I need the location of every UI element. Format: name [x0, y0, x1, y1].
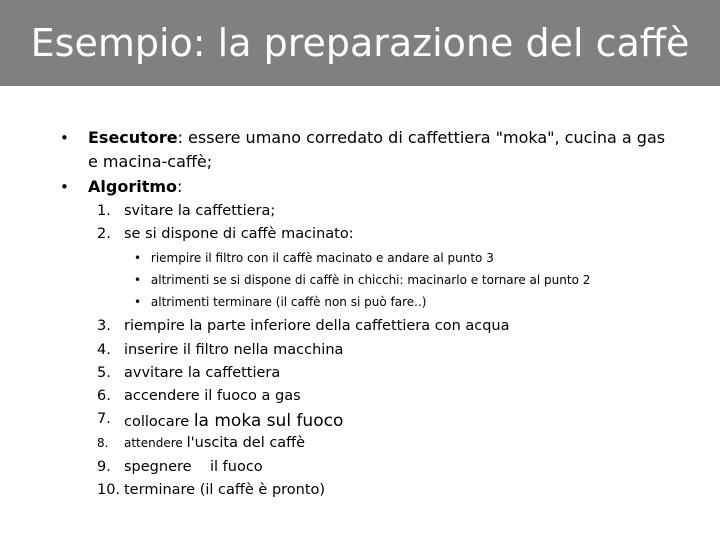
sub-bullet-text: altrimenti terminare (il caffè non si può fare..)	[150, 295, 427, 309]
sub-bullet-1	[134, 251, 494, 265]
executor-line-1	[88, 128, 665, 147]
step-1	[97, 203, 276, 219]
step-5	[97, 365, 281, 381]
step-8	[97, 435, 306, 451]
step-number: 8.	[97, 436, 109, 450]
sub-bullet-text: riempire il filtro con il caffè macinato e andare al punto 3	[150, 251, 494, 265]
step-text-part-a: attendere	[124, 436, 187, 450]
step-4	[97, 342, 344, 358]
executor-line-2: e macina-caffè;	[88, 152, 213, 171]
sub-bullet-dot: •	[134, 295, 142, 309]
step-6	[97, 388, 301, 404]
algorithm-suffix: :	[177, 177, 183, 196]
step-text: terminare (il caffè è pronto)	[124, 482, 326, 498]
step-number: 9.	[97, 459, 111, 475]
step-text: riempire la parte inferiore della caffettiera con acqua	[124, 318, 510, 334]
step-number: 4.	[97, 342, 111, 358]
step-number: 5.	[97, 365, 111, 381]
sub-bullet-3	[134, 295, 426, 309]
executor-text-1: : essere umano corredato di caffettiera "moka", cucina a gas	[177, 128, 666, 147]
executor-label: Esecutore	[88, 128, 178, 147]
step-9	[97, 459, 263, 475]
step-text: avvitare la caffettiera	[124, 365, 281, 381]
step-text-part-a: collocare	[124, 414, 194, 430]
sub-bullet-dot: •	[134, 273, 142, 287]
sub-bullet-text: altrimenti se si dispone di caffè in chicchi: macinarlo e tornare al punto 2	[150, 273, 591, 287]
algorithm-label: Algoritmo	[88, 177, 177, 196]
step-number: 3.	[97, 318, 111, 334]
sub-bullet-2	[134, 273, 590, 287]
step-text-part-b: l'uscita del caffè	[186, 435, 306, 451]
step-number: 10.	[97, 482, 121, 498]
step-number: 7.	[97, 411, 111, 427]
slide-title: Esempio: la preparazione del caffè	[30, 21, 690, 65]
bullet-algorithm: •	[60, 178, 69, 196]
step-text: svitare la caffettiera;	[124, 203, 276, 219]
step-text	[124, 411, 343, 431]
step-text: spegnere il fuoco	[124, 459, 263, 475]
step-2	[97, 226, 354, 242]
step-7	[97, 411, 344, 431]
bullet-executor: •	[60, 129, 69, 147]
step-number: 6.	[97, 388, 111, 404]
step-3	[97, 318, 510, 334]
algorithm-heading	[88, 177, 182, 196]
step-text: se si dispone di caffè macinato:	[124, 226, 354, 242]
step-text: accendere il fuoco a gas	[124, 388, 301, 404]
step-text	[124, 435, 305, 451]
step-number: 1.	[97, 203, 111, 219]
step-10	[97, 482, 326, 498]
title-bar	[0, 0, 720, 86]
sub-bullet-dot: •	[134, 251, 142, 265]
step-text: inserire il filtro nella macchina	[124, 342, 344, 358]
step-text-part-b: la moka sul fuoco	[193, 411, 344, 431]
step-number: 2.	[97, 226, 111, 242]
